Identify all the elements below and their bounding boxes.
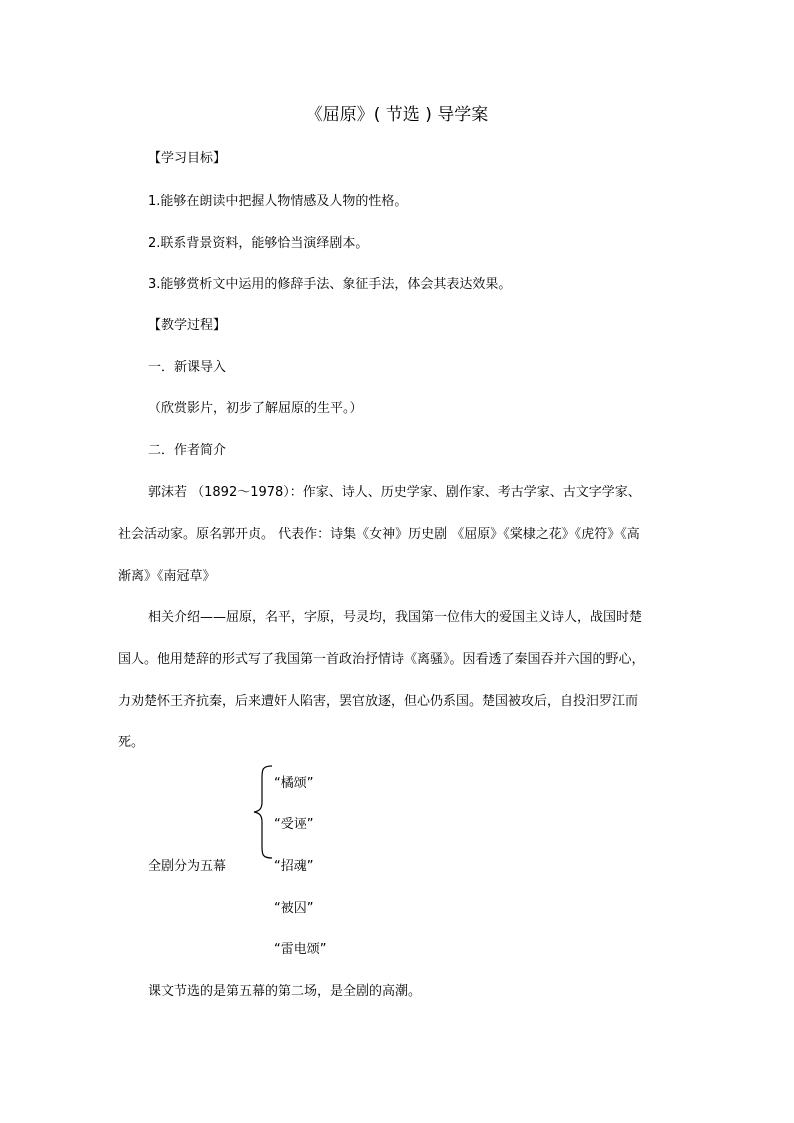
section-heading-goals: 【学习目标】	[148, 151, 227, 166]
goal-item-1: 1.能够在朗读中把握人物情感及人物的性格。	[148, 194, 408, 209]
author-line-1: 郭沫若 （1892～1978）：作家、诗人、历史学家、剧作家、考古学家、古文字学家、	[148, 485, 641, 500]
closing-text: 课文节选的是第五幕的第二场，是全剧的高潮。	[148, 984, 422, 999]
intro-line-2: 国人。他用楚辞的形式写了我国第一首政治抒情诗《离骚》。因看透了秦国吞并六国的野心，	[118, 652, 645, 667]
act-item-5: “雷电颂”	[274, 942, 327, 957]
goal-item-2: 2.联系背景资料，能够恰当演绎剧本。	[148, 236, 369, 251]
intro-line-1: 相关介绍——屈原，名平，字原，号灵均，我国第一位伟大的爱国主义诗人，战国时楚	[148, 610, 643, 625]
curly-brace-icon	[252, 764, 274, 860]
intro-line-4: 死。	[118, 735, 145, 750]
act-item-4: “被囚”	[274, 901, 314, 916]
part1-text: （欣赏影片，初步了解屈原的生平。）	[148, 401, 363, 416]
author-line-2: 社会活动家。原名郭开贞。 代表作：诗集《女神》历史剧 《屈原》《棠棣之花》《虎符》《高	[118, 527, 640, 542]
acts-label: 全剧分为五幕	[148, 859, 227, 874]
author-line-3: 渐离》《南冠草》	[118, 569, 216, 584]
act-item-2: “受诬”	[274, 817, 314, 832]
intro-line-3: 力劝楚怀王齐抗秦，后来遭奸人陷害，罢官放逐，但心仍系国。楚国被攻后，自投汨罗江而	[118, 694, 639, 709]
part1-heading: 一．新课导入	[148, 360, 227, 375]
act-item-3: “招魂”	[274, 859, 314, 874]
act-item-1: “橘颂”	[274, 776, 314, 791]
goal-item-3: 3.能够赏析文中运用的修辞手法、象征手法，体会其表达效果。	[148, 277, 512, 292]
section-heading-process: 【教学过程】	[148, 318, 227, 333]
page-title: 《屈原》( 节选 ) 导学案	[305, 105, 489, 125]
part2-heading: 二．作者简介	[148, 443, 227, 458]
